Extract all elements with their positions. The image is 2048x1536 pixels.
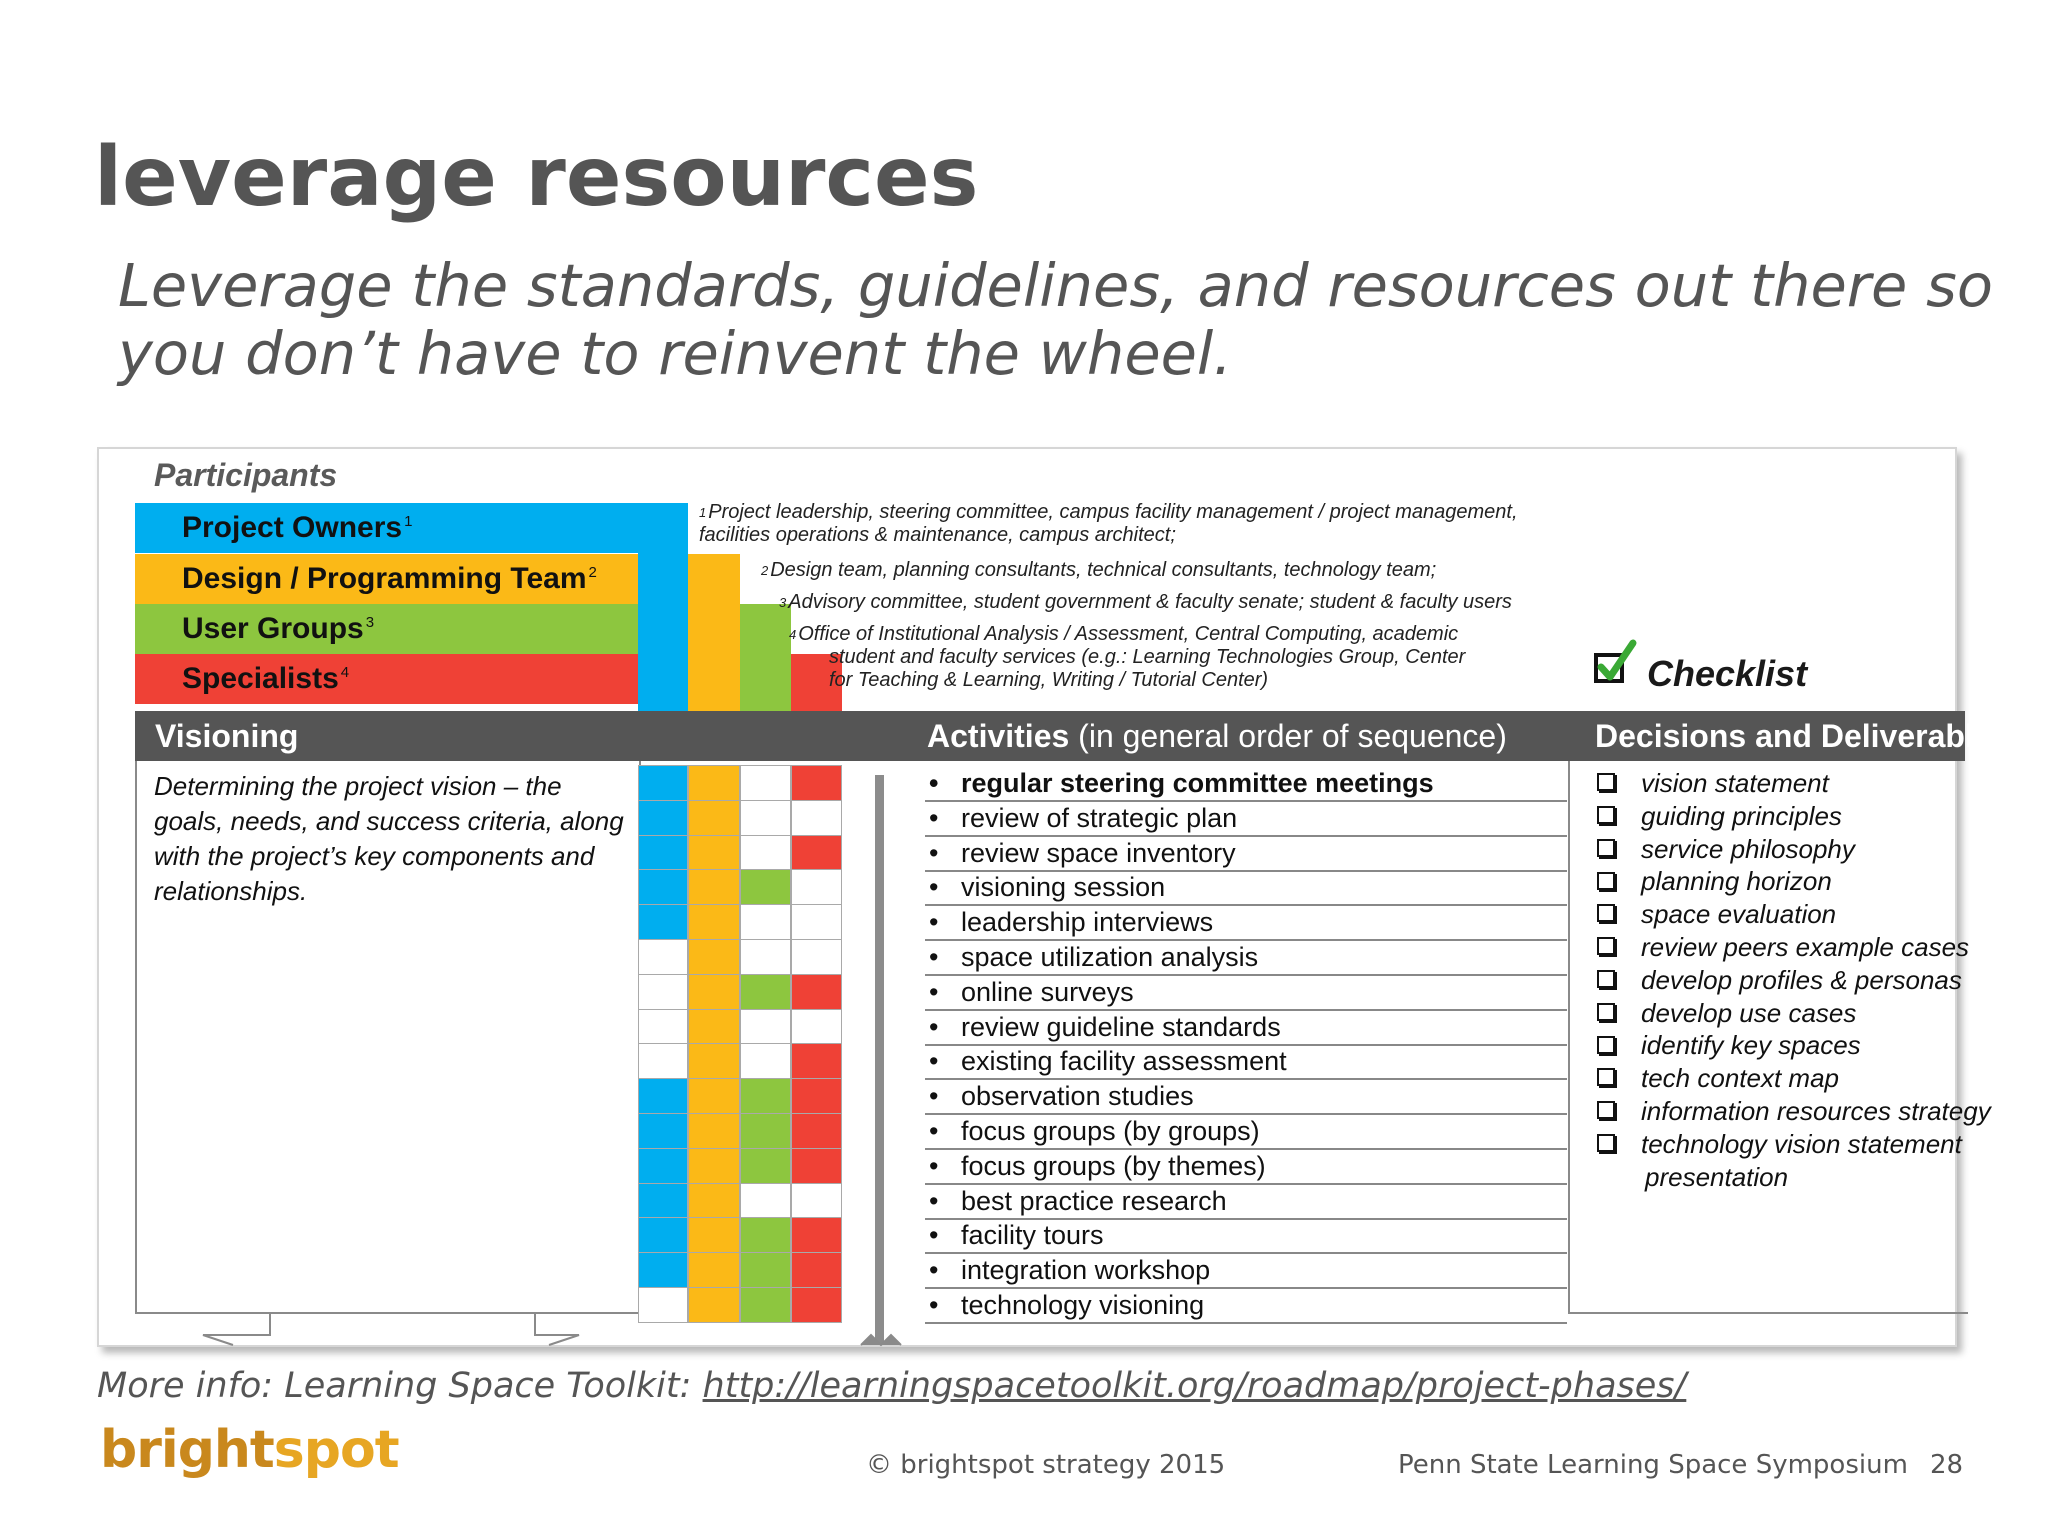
bullet-icon: • [929, 942, 939, 972]
deliverable-item [1597, 1128, 1962, 1160]
deliverable-item [1597, 1029, 1861, 1061]
participation-cell [740, 1009, 791, 1045]
checkbox-icon [1597, 1134, 1615, 1152]
activity-label: observation studies [961, 1081, 1194, 1112]
deliverable-item [1597, 898, 1836, 930]
footnote-line: facilities operations & maintenance, campus architect; [699, 524, 1176, 546]
role-column-tab [688, 554, 740, 711]
participation-cell [638, 1043, 688, 1079]
checkbox-icon [1597, 806, 1615, 824]
participation-cell [638, 1217, 688, 1253]
participation-cell [638, 1009, 688, 1045]
participation-cell [638, 765, 688, 801]
activity-row [925, 1254, 1567, 1289]
participation-cell [688, 1009, 740, 1045]
activity-label: review space inventory [961, 837, 1236, 868]
participation-cell [688, 800, 740, 836]
more-info [97, 1366, 1686, 1406]
activity-label: online surveys [961, 976, 1134, 1007]
participation-cell [740, 765, 791, 801]
footnote-4 [789, 623, 1465, 692]
participation-cell [638, 1183, 688, 1219]
phase-description: Determining the project vision – the goals, needs, and success criteria, along with the project’s key components and relationships. [154, 771, 624, 906]
deliverable-item [1597, 1161, 1788, 1193]
bullet-icon: • [929, 976, 939, 1007]
participation-cell [688, 869, 740, 905]
footnote-line: Office of Institutional Analysis / Assessment, Central Computing, academic [798, 623, 1459, 645]
bullet-icon: • [929, 837, 939, 868]
participation-cell [688, 1078, 740, 1114]
participation-cell [740, 1113, 791, 1149]
participation-cell [740, 869, 791, 905]
brightspot-logo [100, 1420, 399, 1480]
deliverables-left-border [1568, 761, 1570, 1314]
activity-label: focus groups (by groups) [961, 1116, 1260, 1146]
deliverables-bottom-border [1568, 1312, 1968, 1314]
participation-cell [638, 869, 688, 905]
participation-cell [688, 1252, 740, 1288]
deliverable-label: vision statement [1641, 768, 1829, 798]
footnote-1 [699, 501, 1518, 547]
bullet-icon: • [929, 872, 939, 903]
activity-label: integration workshop [961, 1255, 1211, 1286]
role-2 [135, 554, 638, 604]
activity-row [925, 976, 1567, 1011]
participation-cell [740, 1043, 791, 1079]
checkbox-icon [1597, 1068, 1615, 1086]
activity-label: regular steering committee meetings [961, 768, 1434, 798]
footnote-line: Design team, planning consultants, technical consultants, technology team; [770, 559, 1437, 581]
bullet-icon: • [929, 768, 939, 798]
participation-cell [638, 1078, 688, 1114]
participation-cell [688, 1217, 740, 1253]
checkbox-icon [1597, 773, 1615, 791]
participation-cell [688, 765, 740, 801]
role-1 [135, 503, 688, 553]
activity-label: leadership interviews [961, 907, 1214, 938]
participation-cell [688, 904, 740, 940]
participation-cell [638, 1148, 688, 1184]
participation-cell [638, 1113, 688, 1149]
role-label: Project Owners [182, 511, 403, 544]
deliverable-item [1597, 865, 1832, 897]
participation-cell [638, 1252, 688, 1288]
participation-cell [688, 974, 740, 1010]
participation-cell [638, 835, 688, 871]
deliverable-item [1597, 997, 1856, 1029]
checkbox-icon [1597, 1036, 1615, 1054]
deliverable-label: planning horizon [1641, 866, 1832, 897]
page-number: 28 [1930, 1450, 1964, 1480]
footnote-sup: 1 [699, 505, 707, 520]
participation-cell [740, 1217, 791, 1253]
timeline-line [875, 775, 884, 1345]
role-4 [135, 654, 638, 704]
participation-cell [638, 904, 688, 940]
participation-cell [791, 1078, 842, 1114]
copyright: © brightspot strategy 2015 [866, 1450, 1226, 1480]
participation-cell [740, 974, 791, 1010]
participation-cell [791, 1113, 842, 1149]
activity-row [925, 1115, 1567, 1150]
activities-header [927, 714, 1507, 758]
activity-row [925, 1150, 1567, 1185]
activity-row [925, 1080, 1567, 1115]
deliverable-label: space evaluation [1641, 899, 1837, 930]
activity-label: review guideline standards [961, 1011, 1281, 1042]
deliverables-header: Decisions and Deliverables [1595, 718, 2010, 754]
deliverable-item [1597, 964, 1962, 996]
deliverable-label: technology vision statement [1641, 1128, 1962, 1159]
participation-cell [638, 939, 688, 975]
deliverable-label: service philosophy [1641, 833, 1855, 864]
checkbox-icon [1597, 904, 1615, 922]
participation-cell [791, 1009, 842, 1045]
role-column-tab [638, 503, 688, 711]
activity-row [925, 1011, 1567, 1046]
role-label: Specialists [182, 662, 339, 695]
phase-tabs [135, 1311, 895, 1347]
participation-cell [791, 1252, 842, 1288]
activity-label: facility tours [961, 1220, 1104, 1251]
bullet-icon: • [929, 1116, 939, 1146]
bullet-icon: • [929, 1185, 939, 1216]
footnote-2 [761, 559, 1436, 582]
phase-header: Visioning [155, 718, 299, 754]
participation-cell [791, 765, 842, 801]
deliverable-label: tech context map [1641, 1063, 1839, 1094]
participation-cell [791, 1183, 842, 1219]
bullet-icon: • [929, 907, 939, 938]
checkbox-icon [1597, 872, 1615, 890]
activity-row [925, 837, 1567, 872]
participation-cell [740, 1183, 791, 1219]
participation-cell [791, 869, 842, 905]
deliverable-label: develop use cases [1641, 997, 1857, 1028]
deliverable-label: review peers example cases [1641, 932, 1970, 962]
deliverable-item [1597, 931, 1969, 963]
bullet-icon: • [929, 1255, 939, 1286]
activity-row [925, 906, 1567, 941]
footnote-3 [779, 591, 1512, 614]
bullet-icon: • [929, 802, 939, 833]
activity-row [925, 1289, 1567, 1324]
deliverable-label: develop profiles & personas [1641, 964, 1962, 995]
checkbox-icon [1597, 1101, 1615, 1119]
participation-cell [791, 1148, 842, 1184]
participation-cell [791, 939, 842, 975]
participation-cell [791, 974, 842, 1010]
activity-label: visioning session [961, 872, 1166, 903]
activity-row [925, 767, 1567, 802]
deliverable-item [1597, 1095, 1991, 1127]
participation-cell [638, 974, 688, 1010]
deliverable-label: presentation [1645, 1161, 1789, 1192]
participation-cell [688, 1183, 740, 1219]
bullet-icon: • [929, 1150, 939, 1181]
role-label: User Groups [182, 612, 364, 645]
logo-part-bright: bright [100, 1420, 274, 1480]
participation-cell [740, 800, 791, 836]
footnote-line: Advisory committee, student government & faculty senate; student & faculty users [788, 591, 1512, 613]
deliverable-item [1597, 833, 1855, 865]
footnote-line: student and faculty services (e.g.: Learning Technologies Group, Center [829, 646, 1466, 668]
participation-cell [791, 1043, 842, 1079]
participation-cell [740, 835, 791, 871]
bullet-icon: • [929, 1220, 939, 1251]
activity-label: space utilization analysis [961, 942, 1259, 972]
participation-cell [740, 1078, 791, 1114]
slide-title: leverage resources [94, 130, 979, 225]
activity-row [925, 1219, 1567, 1254]
more-info-prefix: More info: Learning Space Toolkit: [97, 1366, 703, 1406]
activity-label: existing facility assessment [961, 1046, 1287, 1077]
checkbox-icon [1597, 839, 1615, 857]
participation-cell [688, 1043, 740, 1079]
project-phase-figure [97, 447, 2010, 1347]
bullet-icon: • [929, 1290, 939, 1320]
participation-cell [688, 1113, 740, 1149]
checkbox-icon [1597, 937, 1615, 955]
footnote-line: for Teaching & Learning, Writing / Tutorial Center) [829, 669, 1269, 691]
activity-label: technology visioning [961, 1290, 1205, 1320]
slide-subtitle: Leverage the standards, guidelines, and resources out there so you don’t have to reinvent the wheel. [118, 251, 1993, 388]
participation-cell [638, 800, 688, 836]
participation-cell [688, 835, 740, 871]
footnote-sup: 2 [761, 563, 769, 578]
checkmark-icon [1593, 639, 1645, 691]
participants-label: Participants [154, 457, 338, 493]
deliverable-label: identify key spaces [1641, 1030, 1861, 1061]
role-sup: 1 [404, 513, 413, 530]
footnote-line: Project leadership, steering committee, campus facility management / project management, [708, 501, 1518, 523]
footnote-sup: 3 [779, 595, 787, 610]
activity-row [925, 1045, 1567, 1080]
participation-cell [791, 904, 842, 940]
activity-label: best practice research [961, 1185, 1227, 1216]
activities-header-light: (in general order of sequence) [1069, 718, 1507, 754]
activity-row [925, 1185, 1567, 1220]
role-column-tab [740, 604, 791, 711]
participation-cell [688, 939, 740, 975]
participation-cell [791, 1217, 842, 1253]
activity-label: review of strategic plan [961, 802, 1238, 833]
event-name: Penn State Learning Space Symposium [1398, 1450, 1908, 1480]
activity-label: focus groups (by themes) [961, 1150, 1266, 1181]
participation-cell [740, 1252, 791, 1288]
activity-row [925, 941, 1567, 976]
checkbox-icon [1597, 970, 1615, 988]
deliverable-item [1597, 800, 1842, 832]
deliverable-label: information resources strategy [1641, 1096, 1991, 1126]
checkbox-icon [1597, 1003, 1615, 1021]
role-3 [135, 604, 638, 654]
bullet-icon: • [929, 1046, 939, 1077]
deliverable-label: guiding principles [1641, 800, 1842, 831]
role-sup: 4 [340, 664, 350, 681]
role-label: Design / Programming Team [182, 562, 587, 595]
role-sup: 2 [588, 564, 597, 581]
deliverable-item [1597, 767, 1829, 799]
participation-cell [740, 904, 791, 940]
activity-row [925, 871, 1567, 906]
participation-cell [740, 1148, 791, 1184]
toolkit-link[interactable]: http://learningspacetoolkit.org/roadmap/project-phases/ [702, 1366, 1687, 1406]
logo-part-spot: spot [273, 1420, 399, 1480]
bullet-icon: • [929, 1011, 939, 1042]
participation-cell [688, 1148, 740, 1184]
activities-header-bold: Activities [927, 718, 1070, 754]
deliverable-item [1597, 1062, 1839, 1094]
participation-cell [740, 939, 791, 975]
checklist-title: Checklist [1647, 653, 1808, 694]
bullet-icon: • [929, 1081, 939, 1112]
footnote-sup: 4 [789, 627, 797, 642]
participation-cell [791, 835, 842, 871]
role-sup: 3 [365, 614, 375, 631]
participation-cell [791, 800, 842, 836]
activity-row [925, 802, 1567, 837]
